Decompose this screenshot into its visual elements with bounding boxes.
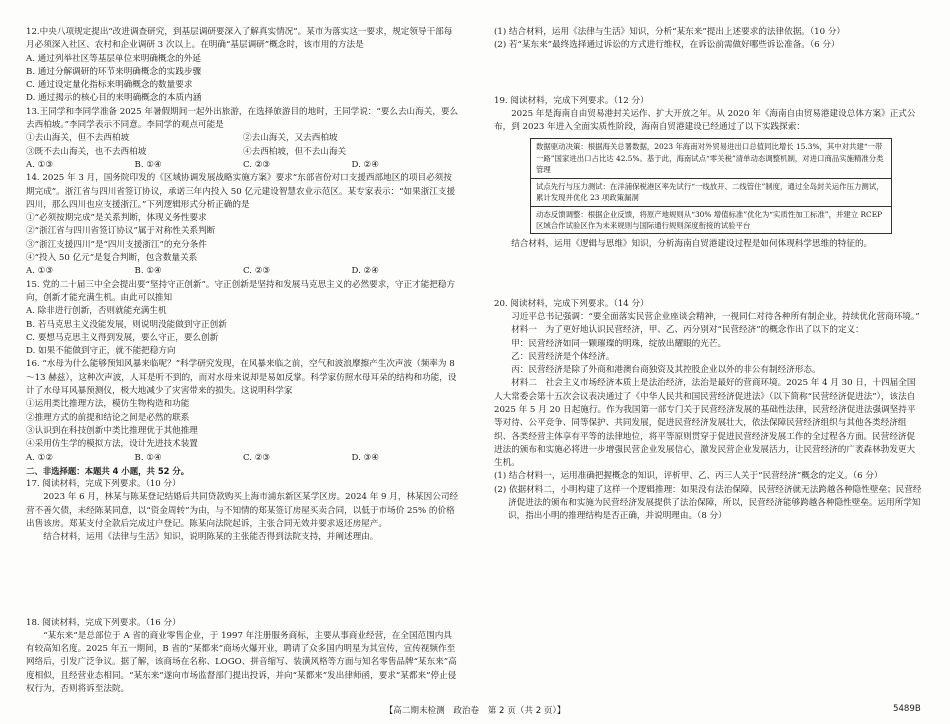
q19-table-row-1: 数据驱动决策：根据海关总署数据，2023 年海南对外贸易进出口总值同比增长 15.3%，其中对共建“一带一路”国家进出口占比达 42.5%。基于此，海南试点“零关税”清单动态调整机制，对进口商品实施精准分类管理: [531, 139, 891, 178]
q13-opt-1: ①去山海关，但不去西柏坡: [26, 133, 130, 144]
q16-opt-4: ④采用仿生学的模拟方法，设计先进技术装置: [26, 439, 198, 450]
left-column: [26, 26, 460, 696]
q13-opt-2: ②去山海关，又去西柏坡: [243, 133, 338, 144]
q16-choice-b: B. ①④: [134, 452, 162, 463]
question-18: [26, 617, 460, 697]
q13-choice-a: A. ①③: [26, 159, 54, 170]
q13-stem: 13.王同学和李同学准备 2025 年暑假期间一起外出旅游，在选择旅游目的地时，王同学说：“要么去山海关，要么去西柏坡。”李同学表示不同意。李同学的观点可能是: [26, 106, 459, 131]
q12-option-b: B. 通过分解调研的环节来明确概念的实践步骤: [26, 66, 202, 77]
page-footer: 【高二期末检测 政治卷 第 2 页（共 2 页）】: [384, 706, 566, 716]
q16-stem: 16. “水母为什么能够预知风暴来临呢？”科学研究发现，在风暴来临之前，空气和波浪摩擦产生次声波（频率为 8～13 赫兹），这种次声波，人耳是听不到的，而对水母来说却是易如反掌。科学家仿照水母耳朵的结构和功能，设计了水母耳风暴预测仪，极大地减少了灾害带来的损失。这说明科学家: [26, 359, 457, 397]
q17-head: 17. 阅读材料，完成下列要求。（10 分）: [26, 479, 181, 490]
question-19: [494, 95, 922, 252]
q15-option-c: C. 要想马克思主义得到发展，要么守正，要么创新: [26, 332, 219, 343]
q18-task-1: (1) 结合材料，运用《法律与生活》知识，分析“某东来”提出上述要求的法律依据。（10 分）: [494, 27, 846, 37]
q14-opt-4: ④“投入 50 亿元”是复合判断，包含数量关系: [26, 253, 198, 264]
right-column: [494, 26, 922, 524]
question-12: [26, 26, 460, 106]
q15-stem: 15. 党的二十届三中全会提出要“坚持守正创新”。守正创新是坚持和发展马克思主义的必然要求，守正才能把稳方向，创新才能充满生机。由此可以推知: [26, 279, 456, 303]
q14-opt-1: ①“必须按期完成”是关系判断，体现义务性要求: [26, 213, 207, 224]
q16-opt-2: ②推理方式的前提和结论之间是必然的联系: [26, 412, 190, 423]
q12-stem: 12.中央八项规定提出“改进调查研究，到基层调研要深入了解真实情况”。某市为落实这一要求，规定领导干部每月必须深入社区、农村和企业调研 3 次以上。在明确“基层调研”概念时，该市用的方法是: [26, 27, 453, 51]
q16-choice-c: C. ②③: [243, 452, 271, 463]
q14-choice-c: C. ②③: [243, 266, 271, 277]
q19-practice-table: [530, 138, 892, 234]
q20-def-yi: 乙：民营经济是个体经济。: [511, 351, 615, 362]
q17-material: 2023 年 6 月，林某与陈某登记结婚后共同贷款购买上海市浦东新区某学区房。2024 年 9 月，林某因公司经营不善欠债，未经陈某同意，以“资金周转”为由，与不知情的郑某签订房屋买卖合同，以低于市场价 25% 的价格出售该房。郑某支付全款后完成过户登记。陈某向法院起诉，主张合同无效并要求返还房屋产。: [26, 492, 459, 529]
exam-code: 5489B: [893, 704, 921, 714]
q12-option-c: C. 通过设定量化指标来明确概念的数量要求: [26, 80, 193, 91]
q14-opt-3: ③“浙江支援四川”是“四川支援浙江”的充分条件: [26, 239, 207, 250]
q20-head: 20. 阅读材料，完成下列要求。（14 分）: [494, 298, 649, 309]
q18-material: “某东来”是总部位于 A 省的商业零售企业，于 1997 年注册服务商标，主要从事商业经营，在全国范围内具有较高知名度。2025 年五一期间，B 省的“某都来”商场火爆开业，聘请了众多国内明星为其宣传，宣传视频作至网络后，引发广泛争议。据了解，该商场在名称、LOGO、拼音缩写、装潢风格等方面与知名零售品牌“某东来”高度相似，且经营业态相同。“某东来”遂向市场监督部门提出投诉，并向“某都来”发出律师函，要求“某都来”停止侵权行为，否则将诉至法院。: [26, 630, 457, 695]
q12-option-a: A. 通过列举社区等基层单位来明确概念的外延: [26, 53, 201, 64]
q20-material-1: 材料一 为了更好地认识民营经济，甲、乙、丙分别对“民营经济”的概念作出了以下的定义：: [511, 325, 864, 336]
question-13: [26, 106, 460, 172]
q19-head: 19. 阅读材料，完成下列要求。（12 分）: [494, 95, 649, 106]
q20-def-jia: 甲：民营经济如同一颗璀璨的明珠，绽放出耀眼的光芒。: [511, 338, 727, 349]
q14-opt-2: ②“浙江省与四川省签订协议”属于对称性关系判断: [26, 226, 216, 237]
q18-task-2: (2) 若“某东来”最终选择通过诉讼的方式进行维权，在诉讼前需做好哪些诉讼准备。（6 分）: [494, 40, 840, 51]
section-2-heading: 二、非选择题：本题共 4 小题，共 52 分。: [26, 465, 190, 476]
q14-stem: 14. 2025 年 3 月，国务院印发的《区域协调发展战略实施方案》要求“东部省份对口支援西部地区的项目必须按期完成”。浙江省与四川省签订协议，承诺三年内投入 50 亿元建设智慧农业示范区。某专家表示：“如果浙江支援四川，那么四川也应支援浙江。”下列逻辑形式分析正确的是: [26, 173, 456, 210]
q20-def-bing: 丙：民营经济是除了外商和港澳台商独资及其控股企业以外的非公有制经济形态。: [511, 365, 821, 376]
q16-opt-1: ①运用类比推理方法，模仿生物构造和功能: [26, 399, 190, 410]
q12-option-d: D. 通过揭示的核心目的来明确概念的本质内涵: [26, 93, 202, 104]
question-17: [26, 478, 460, 544]
q19-table-row-2: 试点先行与压力测试：在洋浦保税港区率先试行“一线放开、二线管住”制度，通过全岛封关运作压力测试，累计发现并优化 23 项政策漏洞: [531, 179, 891, 207]
q16-choice-d: D. ③④: [351, 452, 379, 463]
q19-task: 结合材料，运用《逻辑与思维》知识，分析海南自贸港建设过程是如何体现科学思维的特征的。: [511, 239, 873, 250]
question-15: [26, 279, 460, 359]
q15-option-b: B. 若马克思主义没能发展，则说明没能做到守正创新: [26, 319, 227, 330]
q20-intro: 习近平总书记强调：“要全面落实民营企业座谈会精神，一视同仁对待各种所有制企业，持续优化营商环境。”: [511, 311, 920, 322]
q13-opt-4: ④去西柏坡，但不去山海关: [243, 146, 347, 157]
question-14: [26, 172, 460, 278]
q19-material: 2025 年是海南自由贸易港封关运作、扩大开放之年。从 2020 年《海南自由贸易港建设总体方案》正式公布，到 2023 年进入全面实质性阶段，海南自贸港建设已经通过了以下实践探索：: [494, 108, 916, 133]
q13-choice-d: D. ②④: [351, 159, 379, 170]
q16-opt-3: ③认识到在科技创新中类比推理优于其他推理: [26, 425, 198, 436]
q15-option-a: A. 除非进行创新，否则就能充满生机: [26, 306, 167, 317]
q17-task: 结合材料，运用《法律与生活》知识，说明陈某的主张能否得到法院支持，并阐述理由。: [43, 532, 379, 543]
q18-head: 18. 阅读材料，完成下列要求。（16 分）: [26, 617, 181, 628]
q19-table-row-3: 动态反馈调整：根据企业反馈，将原产地规则从“30% 增值标准”优化为“实质性加工标准”，并建立 RCEP 区域合作试验区作为未来规则与国际通行规则深度衔接的试验平台: [536, 209, 883, 230]
q15-option-d: D. 如果不能做到守正，就不能把稳方向: [26, 346, 176, 357]
q20-task-1: (1) 结合材料一，运用准确把握概念的知识，评析甲、乙、丙三人关于“民营经济”概念的定义。（6 分）: [494, 471, 883, 482]
q13-choice-b: B. ①④: [134, 159, 162, 170]
question-20: [494, 298, 922, 524]
q20-material-2: 材料二 社会主义市场经济本质上是法治经济，法治是最好的营商环境。2025 年 4 月 30 日，十四届全国人大常委会第十五次会议表决通过了《中华人民共和国民营经济促进法》（以下简称“民营经济促进法”），该法自 2025 年 5 月 20 日起施行。作为我国第一部专门关于民营经济发展的基础性法律，民营经济促进法强调坚持平等对待、公平竞争、同等保护、共同发展，促进民营经济发展壮大，依法保障民营经济组织与其他各类经济组织、各类经营主体享有平等的法律地位，将平等原则贯穿于促进民营经济发展工作的全过程各方面。民营经济促进法的颁布和实施必将进一步增强民营企业发展信心，激发民营企业发展活力，让民营经济的广袤森林勃发更大生机。: [494, 378, 916, 469]
column-divider: [476, 20, 477, 696]
q13-choice-c: C. ②③: [243, 159, 271, 170]
question-16: [26, 358, 460, 464]
q20-task-2: (2) 依据材料二，小明构建了这样一个逻辑推理：如果没有法治保障，民营经济就无法跨越各种隐性壁垒；民营经济促进法的颁布和实施为民营经济发展提供了法治保障，所以，民营经济能够跨越各种隐性壁垒。运用所学知识，指出小明的推理结构是否正确，并说明理由。（8 分）: [494, 484, 922, 522]
q14-choice-a: A. ①③: [26, 266, 54, 277]
q14-choice-b: B. ①④: [134, 266, 162, 277]
q14-choice-d: D. ②④: [351, 266, 379, 277]
q13-opt-3: ③既不去山海关，也不去西柏坡: [26, 146, 147, 157]
q16-choice-a: A. ①②: [26, 452, 54, 463]
